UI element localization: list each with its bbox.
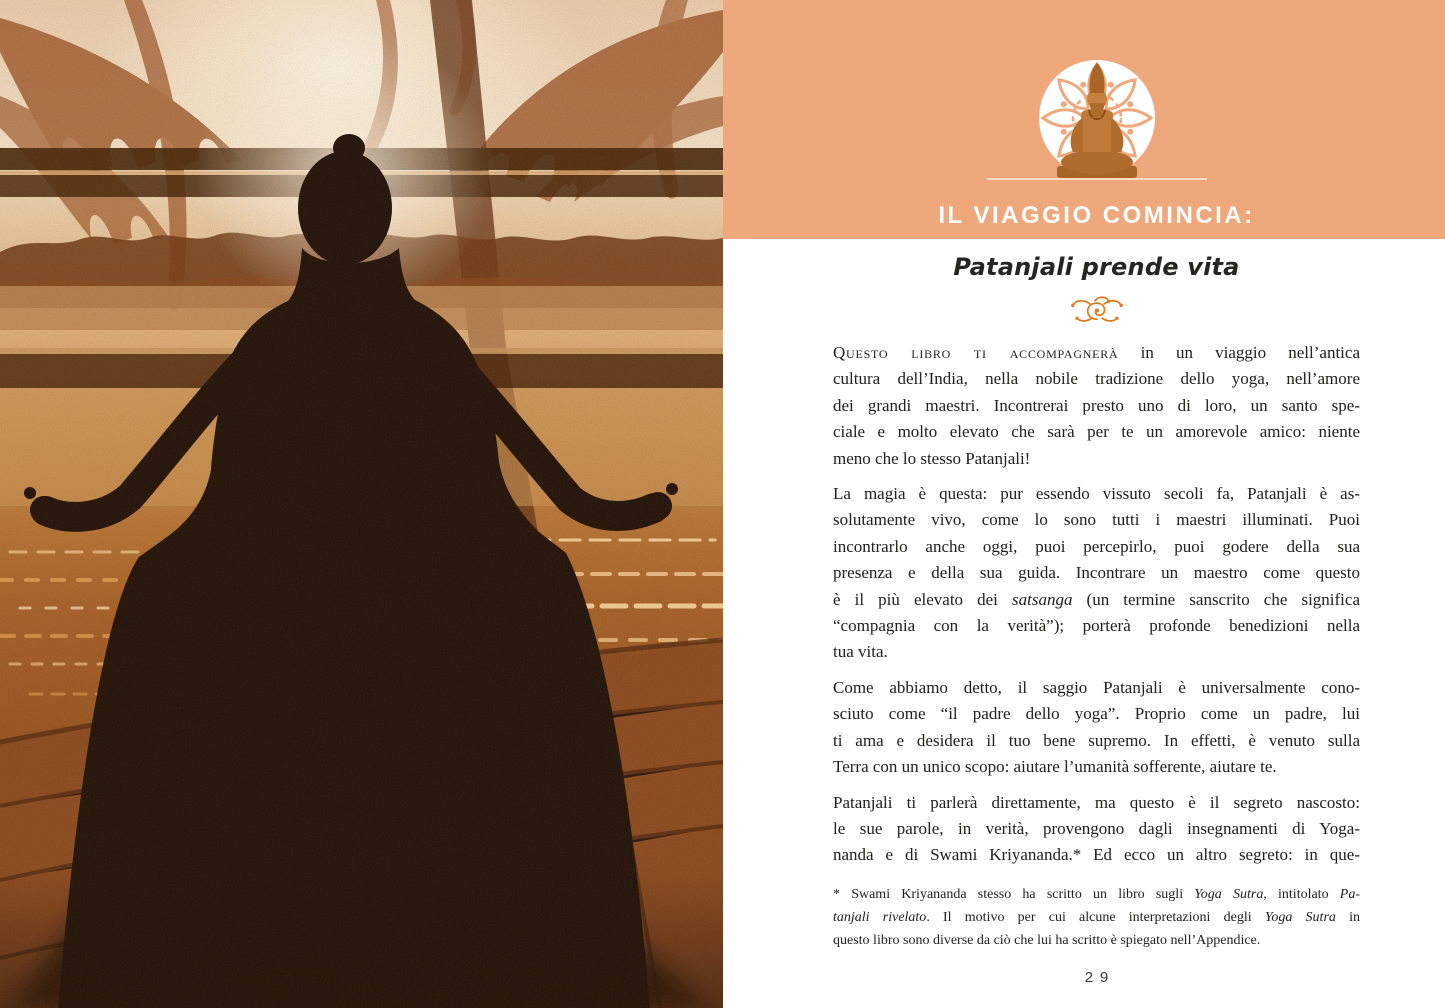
body-paragraph <box>833 790 1360 869</box>
text-line: meno che lo stesso Patanjali! <box>833 448 1031 468</box>
text-line: è il più elevato dei satsanga (un termine sanscrito che significa <box>833 589 1360 609</box>
page-number: 29 <box>1084 968 1115 986</box>
text-line: ciale e molto elevato che sarà per te un amorevole amico: niente <box>833 422 1360 442</box>
flourish-ornament <box>833 291 1360 331</box>
footnote <box>833 883 1360 952</box>
chapter-title: IL VIAGGIO COMINCIA: <box>938 202 1255 229</box>
text-line: tanjali rivelato. Il motivo per cui alcune interpretazioni degli Yoga Sutra in <box>833 909 1361 925</box>
footnote-paragraph <box>833 883 1360 952</box>
right-text-page <box>723 0 1445 1008</box>
text-line: solutamente vivo, come lo sono tutti i maestri illuminati. Puoi <box>833 510 1360 530</box>
body-text <box>833 340 1360 869</box>
body-paragraph <box>833 675 1360 781</box>
text-line: incontrarlo anche oggi, puoi percepirlo, puoi godere della sua <box>833 536 1360 556</box>
text-line: cultura dell’India, nella nobile tradizione dello yoga, nell’amore <box>833 369 1360 389</box>
text-line: La magia è questa: pur essendo vissuto secoli fa, Patanjali è as- <box>833 484 1360 504</box>
text-line: tua vita. <box>833 642 888 662</box>
text-line: presenza e della sua guida. Incontrare un maestro come questo <box>833 563 1360 583</box>
chapter-subtitle: Patanjali prende vita <box>953 253 1240 281</box>
text-line: “compagnia con la verità”); porterà profonde benedizioni nella <box>833 616 1360 636</box>
text-line: dei grandi maestri. Incontrerai presto uno di loro, un santo spe- <box>833 395 1360 415</box>
text-line: sciuto come “il padre dello yoga”. Proprio come un padre, lui <box>833 704 1360 724</box>
body-paragraph <box>833 340 1360 472</box>
text-line: Patanjali ti parlerà direttamente, ma questo è il segreto nascosto: <box>833 792 1360 812</box>
patanjali-medallion <box>985 52 1209 188</box>
text-line: ti ama e desidera il tuo bene supremo. In effetti, è venuto sulla <box>833 730 1360 750</box>
text-line: questo libro sono diverse da ciò che lui ha scritto è spiegato nell’Appendice. <box>833 932 1261 948</box>
text-line: * Swami Kriyananda stesso ha scritto un libro sugli Yoga Sutra, intitolato Pa- <box>833 886 1360 902</box>
text-line: Questo libro ti accompagnerà in un viaggio nell’antica <box>833 343 1360 362</box>
text-line: le sue parole, in verità, provengono dagli insegnamenti di Yoga- <box>833 818 1360 838</box>
text-line: Terra con un unico scopo: aiutare l’umanità sofferente, aiutare te. <box>833 757 1277 777</box>
chapter-banner <box>723 0 1445 239</box>
text-line: nanda e di Swami Kriyananda.* Ed ecco un altro segreto: in que- <box>833 845 1360 865</box>
body-paragraph <box>833 481 1360 666</box>
text-line: Come abbiamo detto, il saggio Patanjali è universalmente cono- <box>833 677 1360 697</box>
